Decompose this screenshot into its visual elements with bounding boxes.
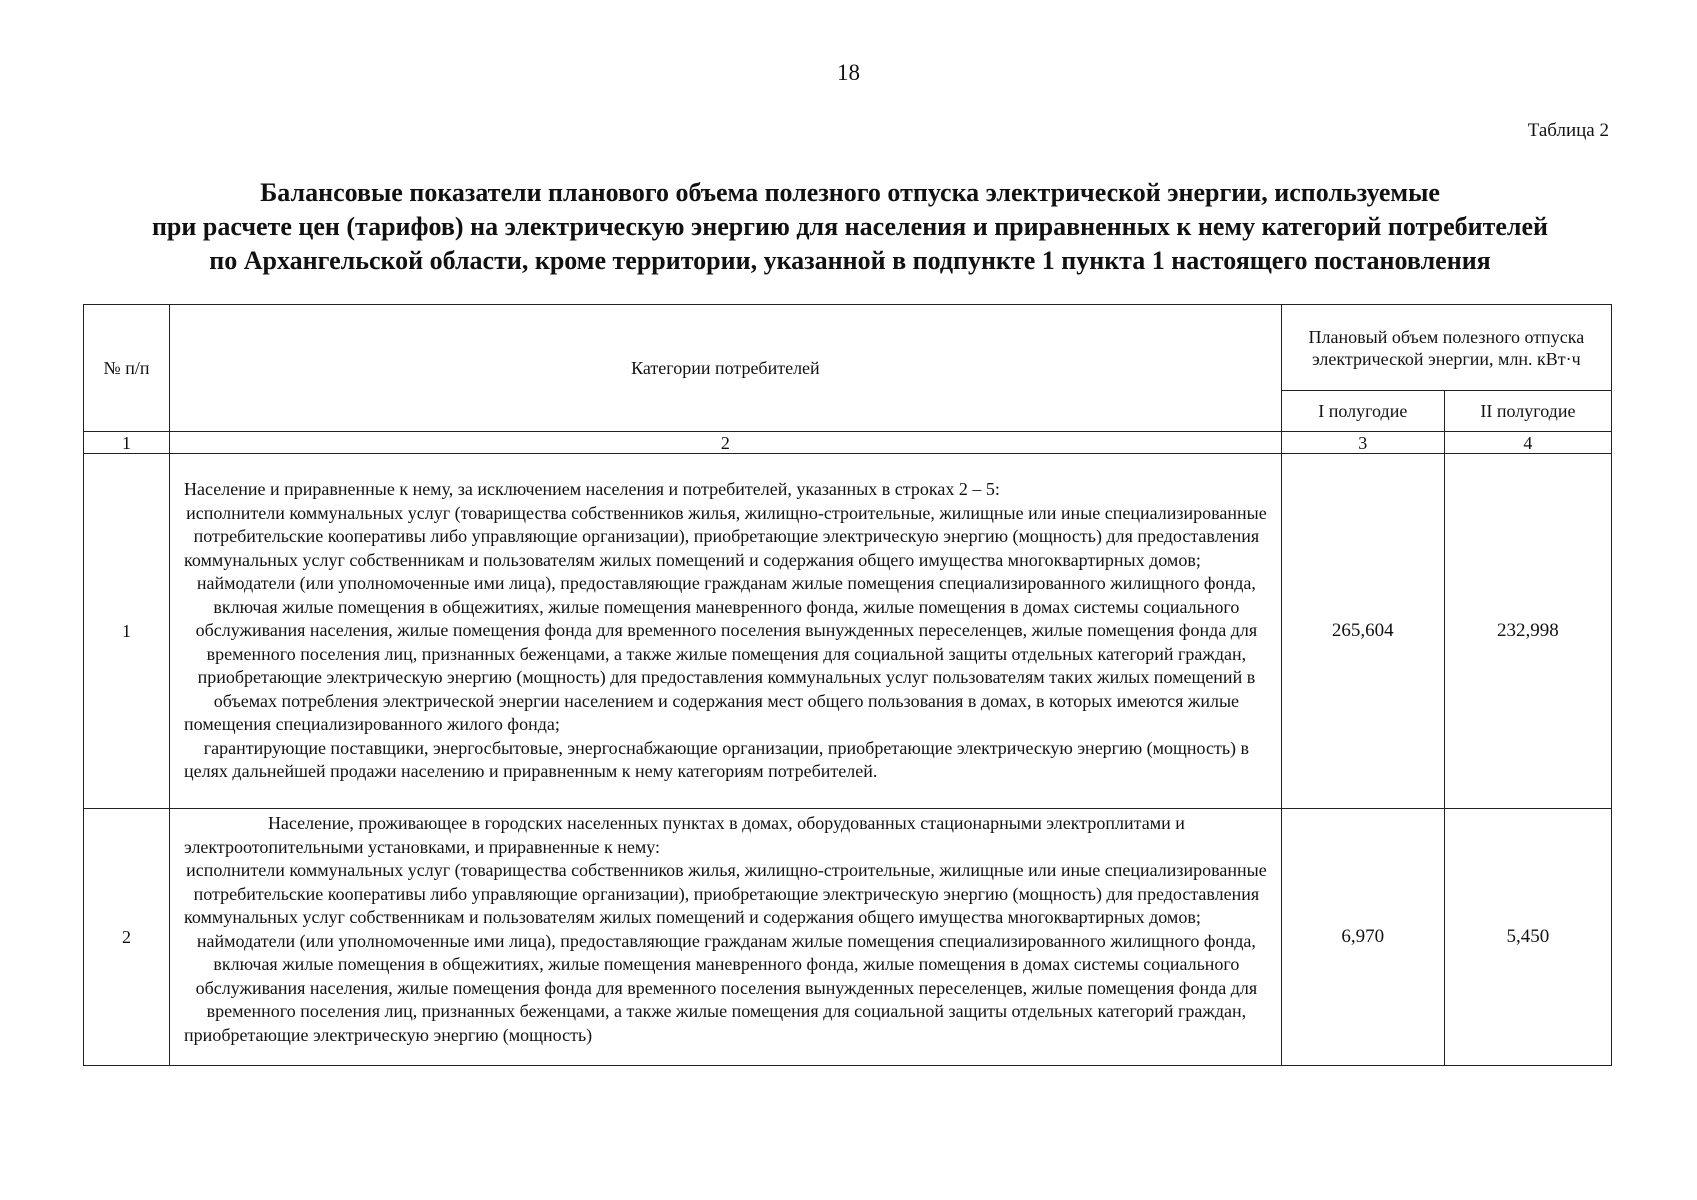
row-paragraph: исполнители коммунальных услуг (товарищества собственников жилья, жилищно-строительные, жилищные или иные специализированные потребительские кооперативы либо управляющие организации), приобретающие электрическую энергию (мощность) для предоставления коммунальных услуг собственникам и пользователям жилых помещений и содержания общего имущества многоквартирных домов; [184,860,1267,927]
row-paragraph: Население, проживающее в городских населенных пунктах в домах, оборудованных стационарными электроплитами и электроотопительными установками, и приравненные к нему: [184,813,1185,857]
header-half1: I полугодие [1281,391,1444,432]
row-paragraph: наймодатели (или уполномоченные ими лица), предоставляющие гражданам жилые помещения специализированного жилищного фонда, включая жилые помещения в общежитиях, жилые помещения маневренного фонда, жилые помещения в домах системы социального обслуживания населения, жилые помещения фонда для временного поселения вынужденных переселенцев, жилые помещения фонда для временного поселения лиц, признанных беженцами, а также жилые помещения для социальной защиты отдельных категорий граждан, приобретающие электрическую энергию (мощность) [184,930,1258,1045]
row-paragraph: Население и приравненные к нему, за исключением населения и потребителей, указанных в строках 2 – 5: [184,479,1000,500]
column-number-row [84,432,1612,454]
row-paragraph: гарантирующие поставщики, энергосбытовые, энергоснабжающие организации, приобретающие электрическую энергию (мощность) в целях дальнейшей продажи населению и приравненным к нему категориям потребителей. [184,737,1250,782]
row-description [170,809,1282,1066]
row-paragraph: наймодатели (или уполномоченные ими лица), предоставляющие гражданам жилые помещения специализированного жилищного фонда, включая жилые помещения в общежитиях, жилые помещения маневренного фонда, жилые помещения в домах системы социального обслуживания населения, жилые помещения фонда для временного поселения вынужденных переселенцев, жилые помещения фонда для временного поселения лиц, признанных беженцами, а также жилые помещения для социальной защиты отдельных категорий граждан, приобретающие электрическую энергию (мощность) для предоставления коммунальных услуг пользователям таких жилых помещений в объемах потребления электрической энергии населением и содержания мест общего пользования в домах, в которых имеются жилые помещения специализированного жилого фонда; [184,573,1258,735]
page-number: 18 [837,60,860,85]
header-volume: Плановый объем полезного отпуска электрической энергии, млн. кВт·ч [1281,305,1611,391]
title-line-1: Балансовые показатели планового объема полезного отпуска электрической энергии, используемые [260,178,1440,207]
row-description [170,454,1282,809]
column-number: 3 [1281,432,1444,454]
table-label: Таблица 2 [1527,120,1609,141]
document-title [60,176,1640,278]
title-line-2: при расчете цен (тарифов) на электрическую энергию для населения и приравненных к нему категорий потребителей [151,212,1549,241]
header-row [84,305,1612,391]
column-number: 2 [170,432,1282,454]
row-half2-value: 5,450 [1444,809,1611,1066]
table-row [84,809,1612,1066]
column-number: 1 [84,432,170,454]
row-number: 1 [84,454,170,809]
consumption-table [83,304,1612,1066]
header-category: Категории потребителей [170,305,1282,432]
title-line-3: по Архангельской области, кроме территории, указанной в подпункте 1 пункта 1 настоящего постановления [209,246,1491,275]
row-half2-value: 232,998 [1444,454,1611,809]
column-number: 4 [1444,432,1611,454]
header-number: № п/п [84,305,170,432]
row-paragraph: исполнители коммунальных услуг (товарищества собственников жилья, жилищно-строительные, жилищные или иные специализированные потребительские кооперативы либо управляющие организации), приобретающие электрическую энергию (мощность) для предоставления коммунальных услуг собственникам и пользователям жилых помещений и содержания общего имущества многоквартирных домов; [184,502,1267,570]
row-number: 2 [84,809,170,1066]
row-half1-value: 6,970 [1281,809,1444,1066]
row-half1-value: 265,604 [1281,454,1444,809]
header-half2: II полугодие [1444,391,1611,432]
table-row [84,454,1612,809]
